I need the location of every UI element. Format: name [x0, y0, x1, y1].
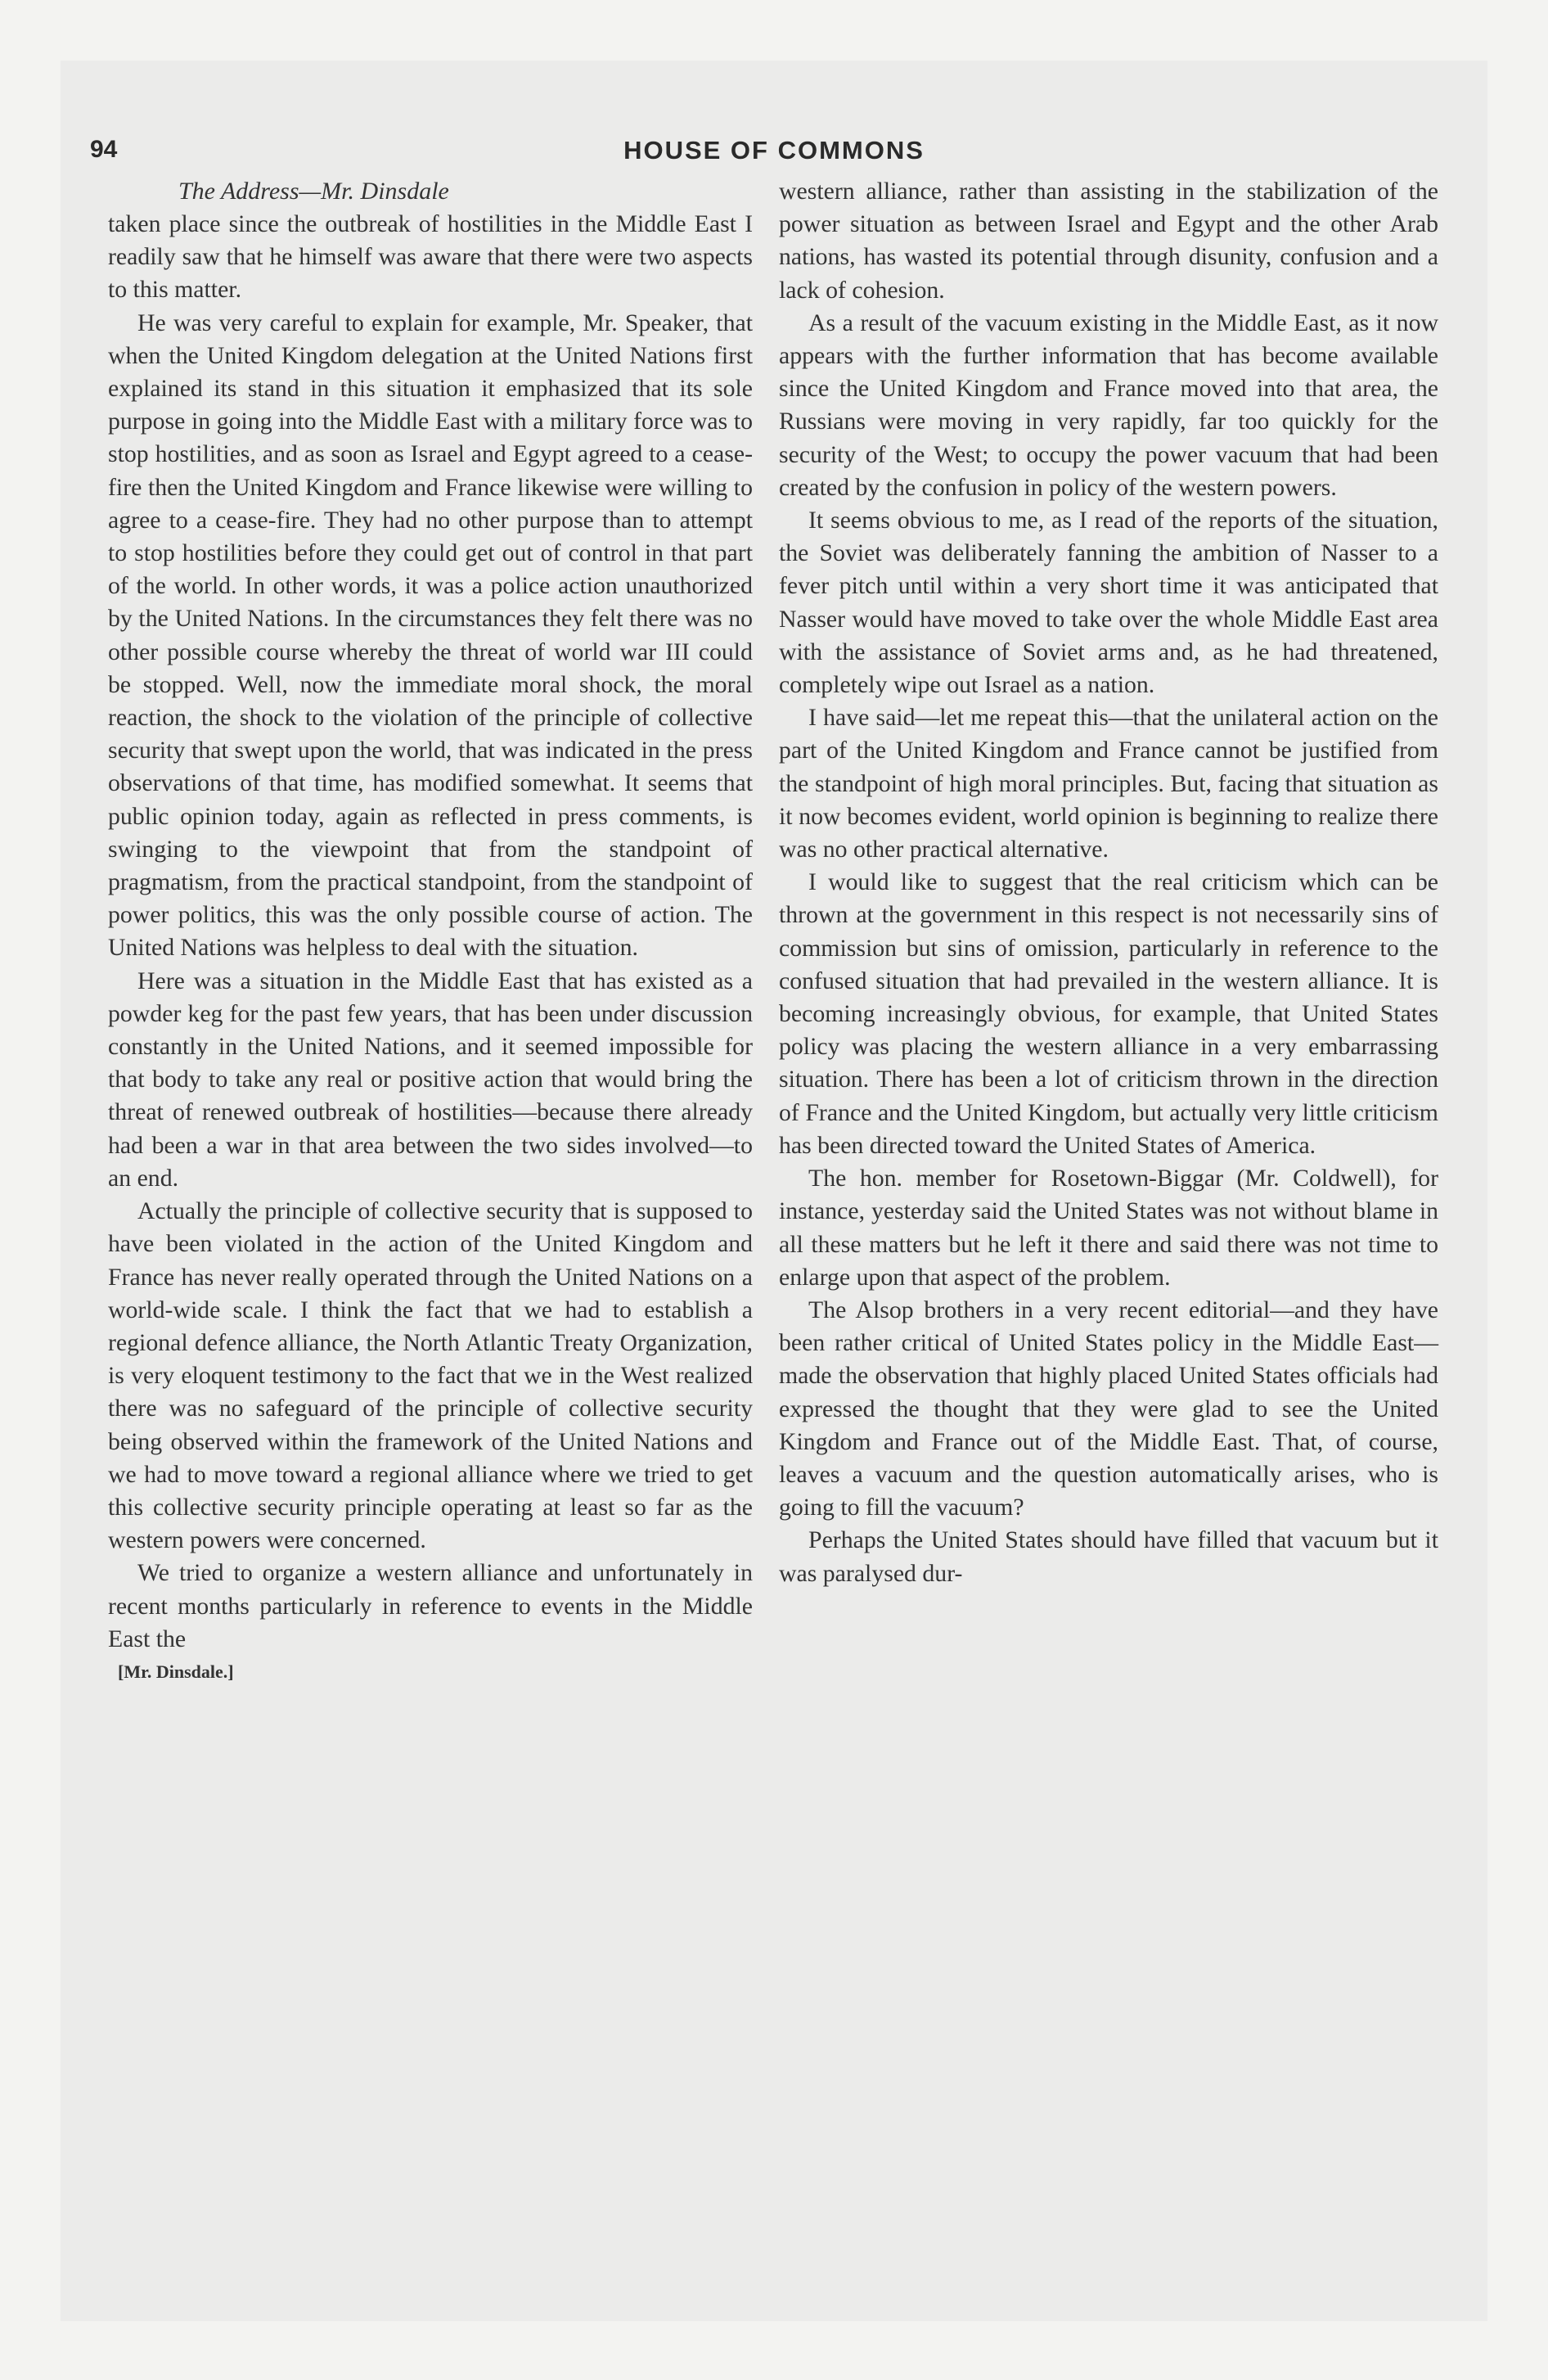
page-number: 94 [90, 136, 118, 163]
paragraph: It seems obvious to me, as I read of the reports of the situation, the Soviet was deliberately fanning the ambition of Nasser to a fever pitch until within a very short time it was anticipated that Nasser would have moved to take over the whole Middle East area with the assistance of Soviet arms and, as he had threatened, completely wipe out Israel as a nation. [779, 507, 1438, 699]
paragraph: I have said—let me repeat this—that the unilateral action on the part of the United Kingdom and France cannot be justified from the standpoint of high moral principles. But, facing that situation as it now becomes evident, world opinion is beginning to realize there was no other practical alternative. [779, 704, 1438, 863]
right-column [779, 175, 1438, 1590]
paragraph: Here was a situation in the Middle East that has existed as a powder keg for the past few years, that has been under discussion constantly in the United Nations, and it seemed impossible for that body to take any real or positive action that would bring the threat of renewed outbreak of hostilities—because there already had been a war in that area between the two sides involved—to an end. [108, 967, 753, 1192]
paragraph: taken place since the outbreak of hostilities in the Middle East I readily saw that he himself was aware that there were two aspects to this matter. [108, 210, 753, 304]
left-column [108, 175, 753, 1684]
paragraph: Actually the principle of collective security that is supposed to have been violated in the action of the United Kingdom and France has never really operated through the United Nations on a world-wide scale. I think the fact that we had to establish a regional defence alliance, the North Atlantic Treaty Organization, is very eloquent testimony to the fact that we in the West realized there was no safeguard of the principle of collective security being observed within the framework of the United Nations and we had to move toward a regional alliance where we tried to get this collective security principle operating at least so far as the western powers were concerned. [108, 1197, 753, 1554]
paragraph: We tried to organize a western alliance and unfortunately in recent months particularly in reference to events in the Middle East the [108, 1559, 753, 1652]
page-header [90, 136, 1458, 172]
speaker-tag: [Mr. Dinsdale.] [118, 1661, 234, 1682]
section-title: The Address—Mr. Dinsdale [178, 178, 449, 205]
paragraph: He was very careful to explain for example, Mr. Speaker, that when the United Kingdom delegation at the United Nations first explained its stand in this situation it emphasized that its sole purpose in going into the Middle East with a military force was to stop hostilities, and as soon as Israel and Egypt agreed to a cease-fire then the United Kingdom and France likewise were willing to agree to a cease-fire. They had no other purpose than to attempt to stop hostilities before they could get out of control in that part of the world. In other words, it was a police action unauthorized by the United Nations. In the circumstances they felt there was no other possible course whereby the threat of world war III could be stopped. Well, now the immediate moral shock, the moral reaction, the shock to the violation of the principle of collective security that swept upon the world, that was indicated in the press observations of that time, has modified somewhat. It seems that public opinion today, again as reflected in press comments, is swinging to the viewpoint that from the standpoint of pragmatism, from the practical standpoint, from the standpoint of power politics, this was the only possible course of action. The United Nations was helpless to deal with the situation. [108, 309, 753, 962]
running-title: HOUSE OF COMMONS [623, 136, 925, 165]
paragraph: western alliance, rather than assisting in the stabilization of the power situation as between Israel and Egypt and the other Arab nations, has wasted its potential through disunity, confusion and a lack of cohesion. [779, 178, 1438, 304]
paragraph: Perhaps the United States should have filled that vacuum but it was paralysed dur- [779, 1526, 1438, 1587]
paragraph: The hon. member for Rosetown-Biggar (Mr. Coldwell), for instance, yesterday said the United States was not without blame in all these matters but he left it there and said there was not time to enlarge upon that aspect of the problem. [779, 1165, 1438, 1291]
paragraph: I would like to suggest that the real criticism which can be thrown at the government in this respect is not necessarily sins of commission but sins of omission, particularly in reference to the confused situation that had prevailed in the western alliance. It is becoming increasingly obvious, for example, that United States policy was placing the western alliance in a very embarrassing situation. There has been a lot of criticism thrown in the direction of France and the United Kingdom, but actually very little criticism has been directed toward the United States of America. [779, 868, 1438, 1159]
paragraph: As a result of the vacuum existing in the Middle East, as it now appears with the further information that has become available since the United Kingdom and France moved into that area, the Russians were moving in very rapidly, far too quickly for the security of the West; to occupy the power vacuum that had been created by the confusion in policy of the western powers. [779, 309, 1438, 501]
paragraph: The Alsop brothers in a very recent editorial—and they have been rather critical of United States policy in the Middle East—made the observation that highly placed United States officials had expressed the thought that they were glad to see the United Kingdom and France out of the Middle East. That, of course, leaves a vacuum and the question automatically arises, who is going to fill the vacuum? [779, 1296, 1438, 1521]
